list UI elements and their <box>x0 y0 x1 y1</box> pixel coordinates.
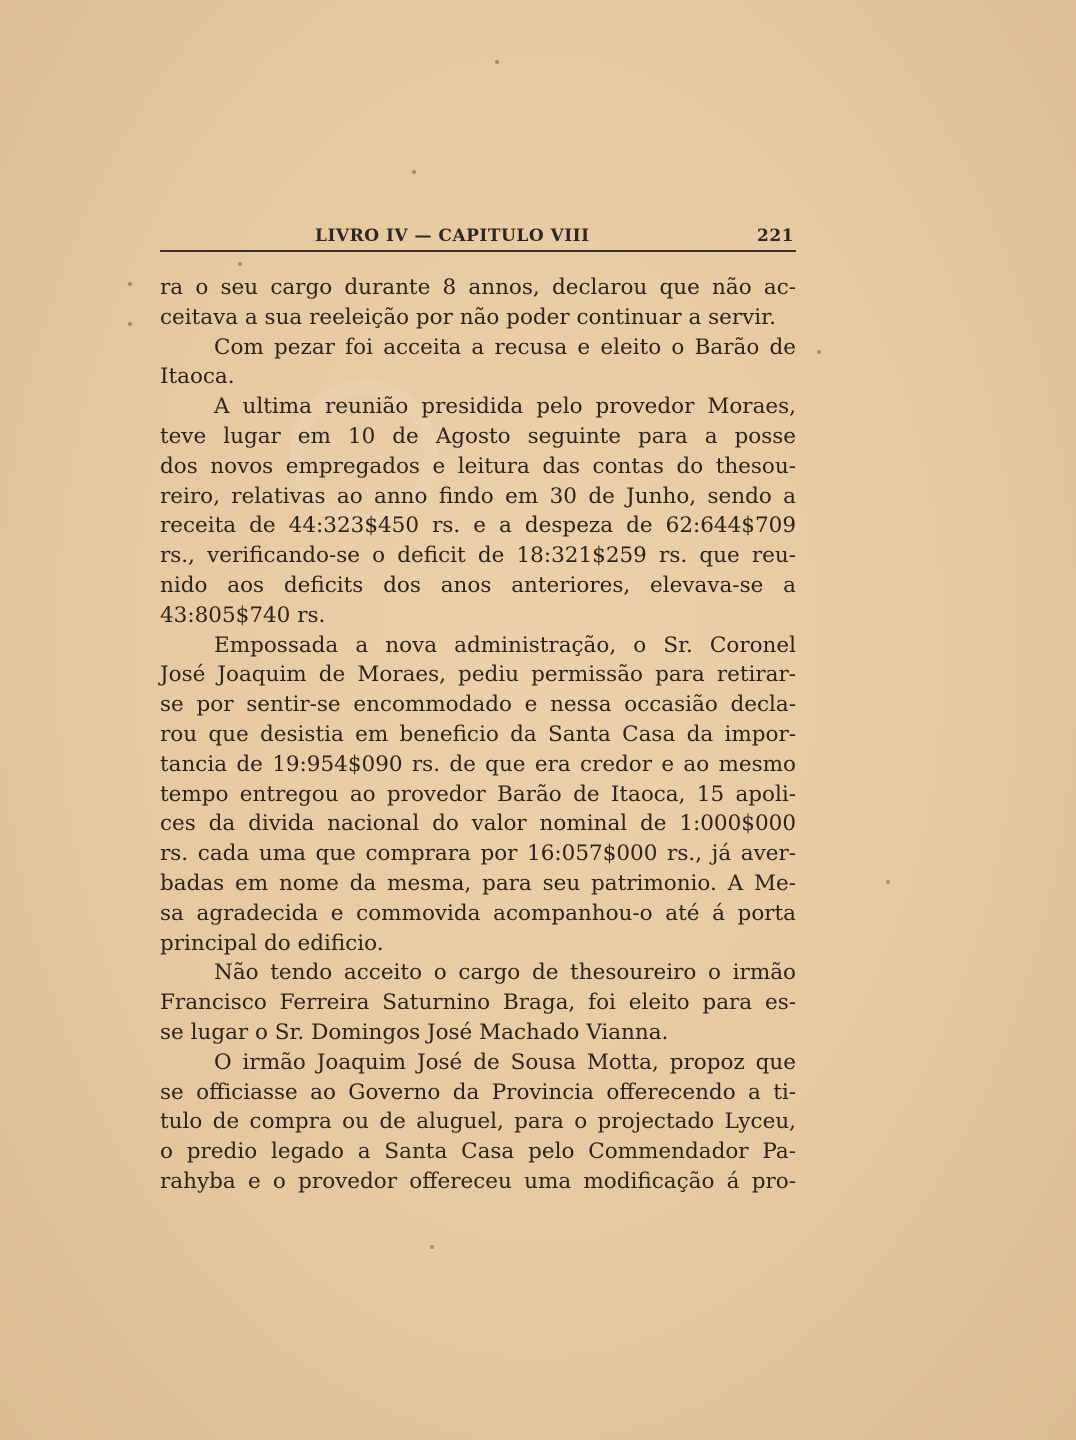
text-line: teve lugar em 10 de Agosto seguinte para a posse <box>160 423 796 449</box>
text-line: 43:805$740 rs. <box>160 602 326 628</box>
text-line: tulo de compra ou de aluguel, para o projectado Lyceu, <box>160 1109 796 1135</box>
text-line: dos novos empregados e leitura das contas do thesou- <box>160 453 796 479</box>
paper-speck <box>128 282 132 286</box>
text-line: nido aos deficits dos anos anteriores, elevava-se a <box>160 572 796 598</box>
text-line: receita de 44:323$450 rs. e a despeza de 62:644$709 <box>160 513 796 539</box>
text-line: ra o seu cargo durante 8 annos, declarou que não ac- <box>160 275 796 300</box>
chapter-title: LIVRO IV — CAPITULO VIII <box>315 226 590 246</box>
paper-speck <box>238 262 242 266</box>
text-line: rs. cada uma que comprara por 16:057$000 rs., já aver- <box>160 841 796 867</box>
paper-speck <box>886 880 890 884</box>
text-line: O irmão Joaquim José de Sousa Motta, propoz que <box>214 1049 796 1075</box>
running-header <box>160 226 796 252</box>
text-line: Não tendo acceito o cargo de thesoureiro o irmão <box>214 960 796 986</box>
text-line: Itaoca. <box>160 364 235 390</box>
text-line: A ultima reunião presidida pelo provedor Moraes, <box>214 394 796 420</box>
text-line: sa agradecida e commovida acompanhou-o até á porta <box>160 900 796 926</box>
page-number: 221 <box>757 226 794 246</box>
text-line: tancia de 19:954$090 rs. de que era credor e ao mesmo <box>160 751 796 777</box>
text-line: ces da divida nacional do valor nominal de 1:000$000 <box>160 811 796 837</box>
text-line: Francisco Ferreira Saturnino Braga, foi eleito para es- <box>160 990 796 1016</box>
text-line: rou que desistia em beneficio da Santa Casa da impor- <box>160 721 796 747</box>
text-line: principal do edificio. <box>160 930 384 956</box>
body-text <box>160 273 796 1197</box>
paper-speck <box>128 322 132 326</box>
text-line: se lugar o Sr. Domingos José Machado Vianna. <box>160 1019 669 1045</box>
paper-speck <box>817 350 821 354</box>
paper-speck <box>495 60 499 64</box>
text-line: se por sentir-se encommodado e nessa occasião decla- <box>160 692 796 718</box>
text-line: rahyba e o provedor offereceu uma modificação á pro- <box>160 1168 796 1194</box>
text-line: se officiasse ao Governo da Provincia offerecendo a ti- <box>160 1079 796 1105</box>
paper-speck <box>412 170 416 174</box>
text-line: ceitava a sua reeleição por não poder continuar a servir. <box>160 304 776 330</box>
text-line: rs., verificando-se o deficit de 18:321$259 rs. que reu- <box>160 543 796 569</box>
text-line: Empossada a nova administração, o Sr. Coronel <box>214 632 796 658</box>
text-line: José Joaquim de Moraes, pediu permissão para retirar- <box>160 662 796 688</box>
text-line: o predio legado a Santa Casa pelo Commendador Pa- <box>160 1139 796 1165</box>
text-line: Com pezar foi acceita a recusa e eleito o Barão de <box>214 334 796 360</box>
text-line: tempo entregou ao provedor Barão de Itaoca, 15 apoli- <box>160 781 796 807</box>
text-line: reiro, relativas ao anno findo em 30 de Junho, sendo a <box>160 483 796 509</box>
text-line: badas em nome da mesma, para seu patrimonio. A Me- <box>160 870 796 896</box>
paper-speck <box>430 1245 434 1249</box>
